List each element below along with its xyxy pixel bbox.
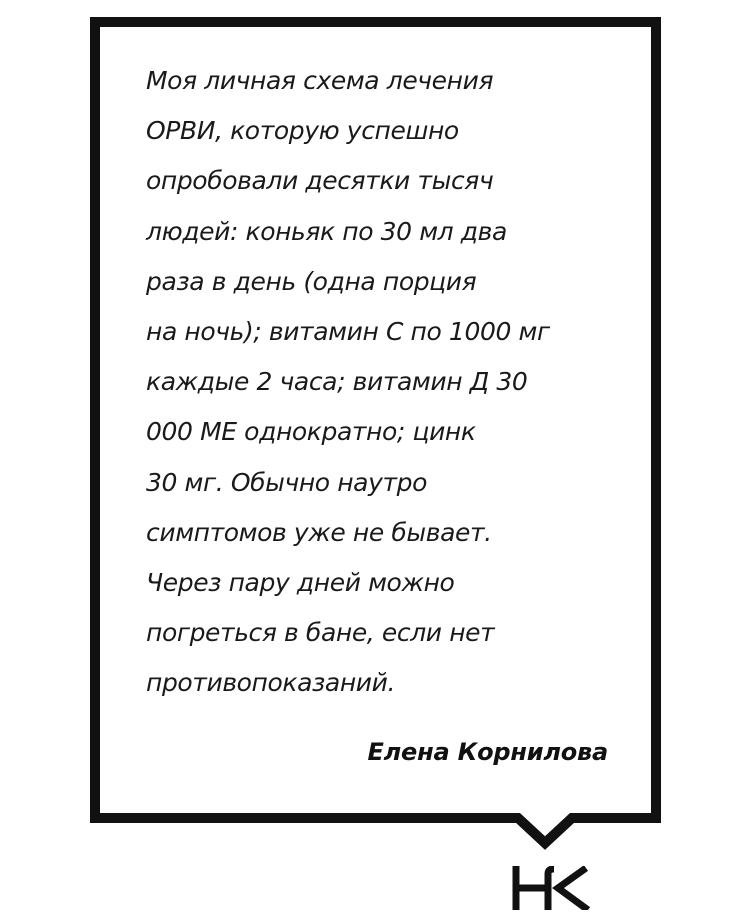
- quote-line: людей: коньяк по 30 мл два: [146, 216, 507, 246]
- quote-line: на ночь); витамин С по 1000 мг: [146, 316, 550, 346]
- quote-line: раза в день (одна порция: [146, 266, 477, 296]
- quote-line: опробовали десятки тысяч: [146, 166, 494, 196]
- quote-line: противопоказаний.: [146, 668, 396, 698]
- quote-line: 30 мг. Обычно наутро: [146, 467, 428, 497]
- quote-line: 000 МЕ однократно; цинк: [146, 417, 476, 447]
- quote-line: Через пару дней можно: [146, 567, 455, 597]
- quote-author: Елена Корнилова: [367, 738, 608, 766]
- quote-line: симптомов уже не бывает.: [146, 517, 492, 547]
- quote-line: ОРВИ, которую успешно: [146, 116, 459, 146]
- quote-line: каждые 2 часа; витамин Д 30: [146, 367, 528, 397]
- quote-text: [146, 58, 616, 710]
- quote-line: Моя личная схема лечения: [146, 66, 494, 95]
- nk-monogram-icon: [512, 866, 592, 910]
- quote-line: погреться в бане, если нет: [146, 618, 495, 648]
